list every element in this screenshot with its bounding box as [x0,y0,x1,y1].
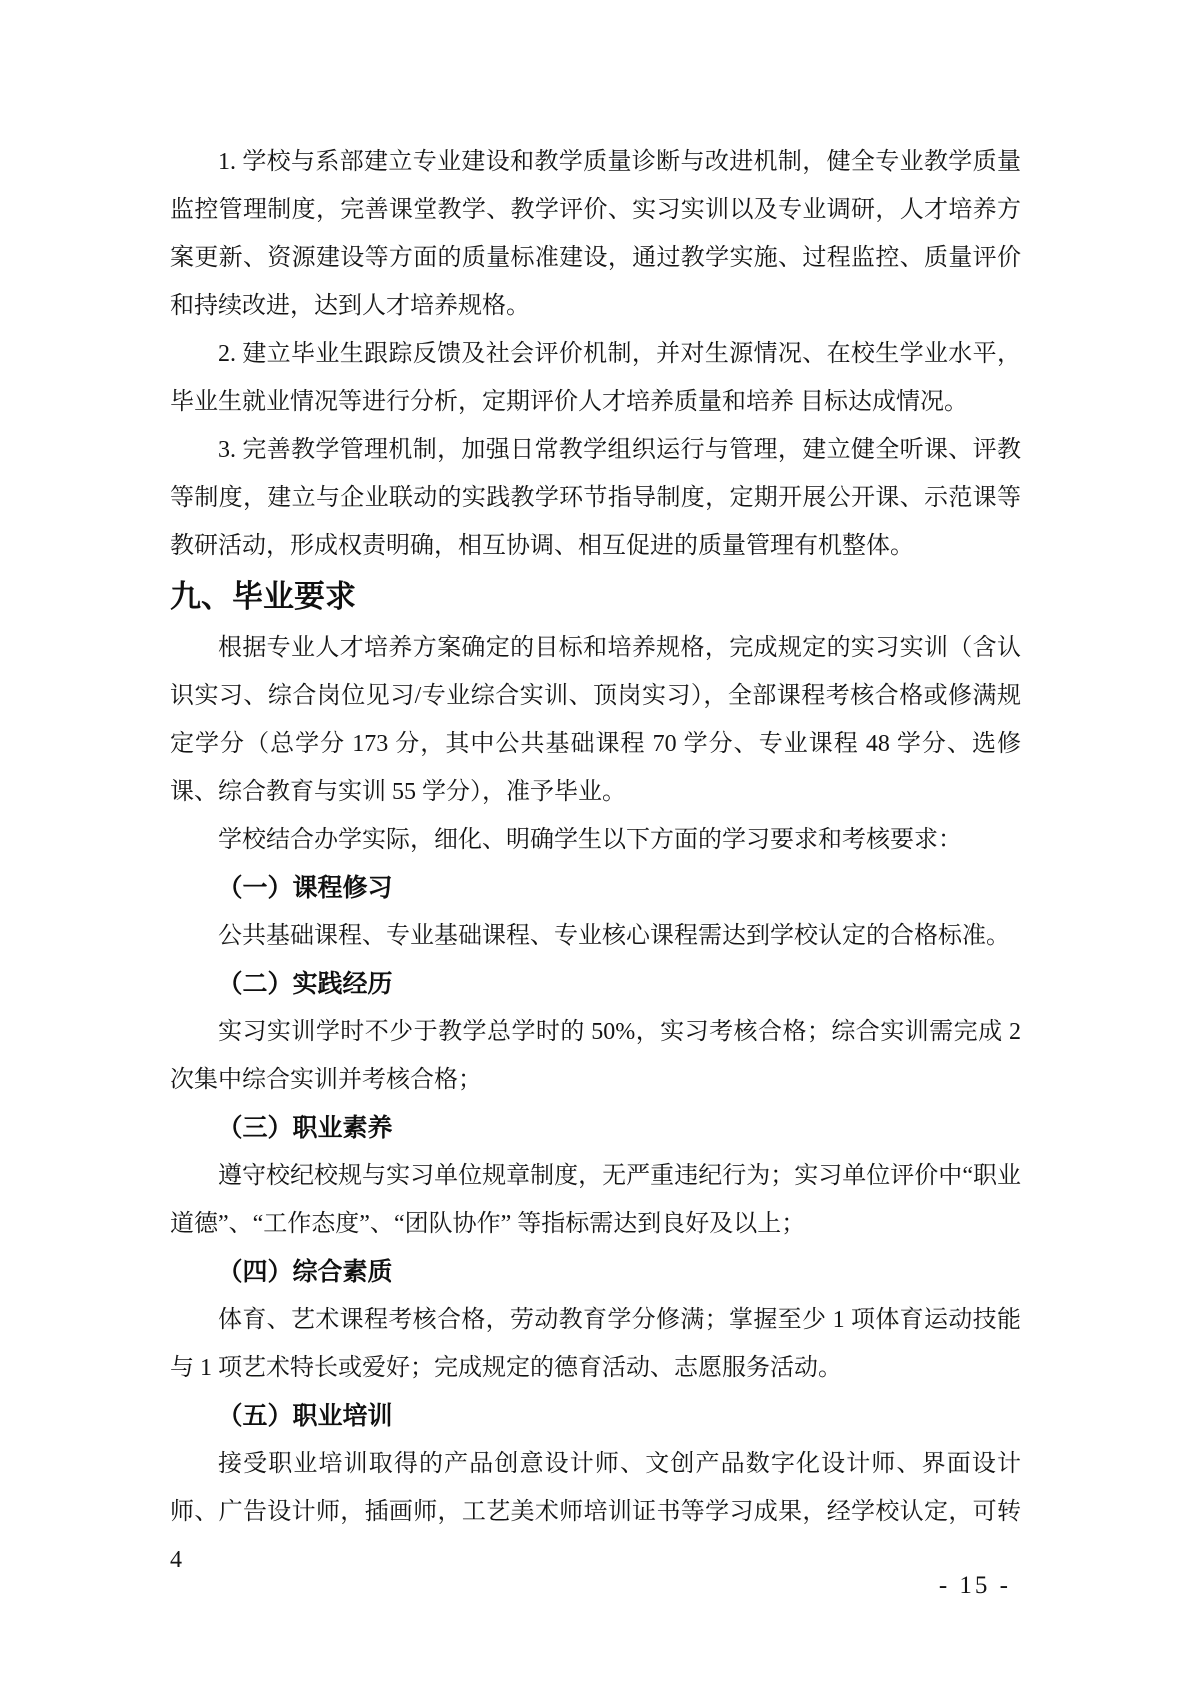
subsection-body-professional-quality: 遵守校纪校规与实习单位规章制度，无严重违纪行为；实习单位评价中“职业道德”、“工作态度”、“团队协作” 等指标需达到良好及以上； [170,1163,1021,1237]
subsection-title-professional-quality: （三）职业素养 [217,1114,393,1142]
document-content [170,138,1021,1584]
quality-paragraph-2: 2. 建立毕业生跟踪反馈及社会评价机制，并对生源情况、在校生学业水平，毕业生就业情况等进行分析，定期评价人才培养质量和培养 目标达成情况。 [170,341,1021,415]
subsection-body-vocational-training: 接受职业培训取得的产品创意设计师、文创产品数字化设计师、界面设计师、广告设计师，插画师，工艺美术师培训证书等学习成果，经学校认定，可转 4 [170,1451,1021,1573]
subsection-body-practice-experience: 实习实训学时不少于教学总学时的 50%，实习考核合格；综合实训需完成 2次集中综合实训并考核合格； [170,1019,1021,1093]
subsection-title-course-study: （一）课程修习 [217,874,393,902]
subsection-title-vocational-training: （五）职业培训 [217,1402,393,1430]
page-number: - 15 - [938,1572,1011,1599]
graduation-overview-paragraph: 根据专业人才培养方案确定的目标和培养规格，完成规定的实习实训（含认识实习、综合岗位见习/专业综合实训、顶岗实习），全部课程考核合格或修满规定学分（总学分 173 分，其中公共基础课程 70 学分、专业课程 48 学分、选修课、综合教育与实训 55 学分），准予毕业。 [170,635,1021,805]
subsection-title-comprehensive-quality: （四）综合素质 [217,1258,393,1286]
subsection-body-comprehensive-quality: 体育、艺术课程考核合格，劳动教育学分修满；掌握至少 1 项体育运动技能与 1 项艺术特长或爱好；完成规定的德育活动、志愿服务活动。 [170,1307,1021,1381]
quality-paragraph-3: 3. 完善教学管理机制，加强日常教学组织运行与管理，建立健全听课、评教等制度，建立与企业联动的实践教学环节指导制度，定期开展公开课、示范课等教研活动，形成权责明确，相互协调、相互促进的质量管理有机整体。 [170,437,1021,559]
heading-graduation-requirements: 九、毕业要求 [170,579,356,614]
subsection-body-course-study: 公共基础课程、专业基础课程、专业核心课程需达到学校认定的合格标准。 [218,923,1010,949]
quality-paragraph-1: 1. 学校与系部建立专业建设和教学质量诊断与改进机制，健全专业教学质量监控管理制度，完善课堂教学、教学评价、实习实训以及专业调研，人才培养方案更新、资源建设等方面的质量标准建设，通过教学实施、过程监控、质量评价和持续改进，达到人才培养规格。 [170,149,1021,319]
subsection-title-practice-experience: （二）实践经历 [217,970,393,998]
school-requirements-intro-paragraph: 学校结合办学实际，细化、明确学生以下方面的学习要求和考核要求： [218,827,962,853]
